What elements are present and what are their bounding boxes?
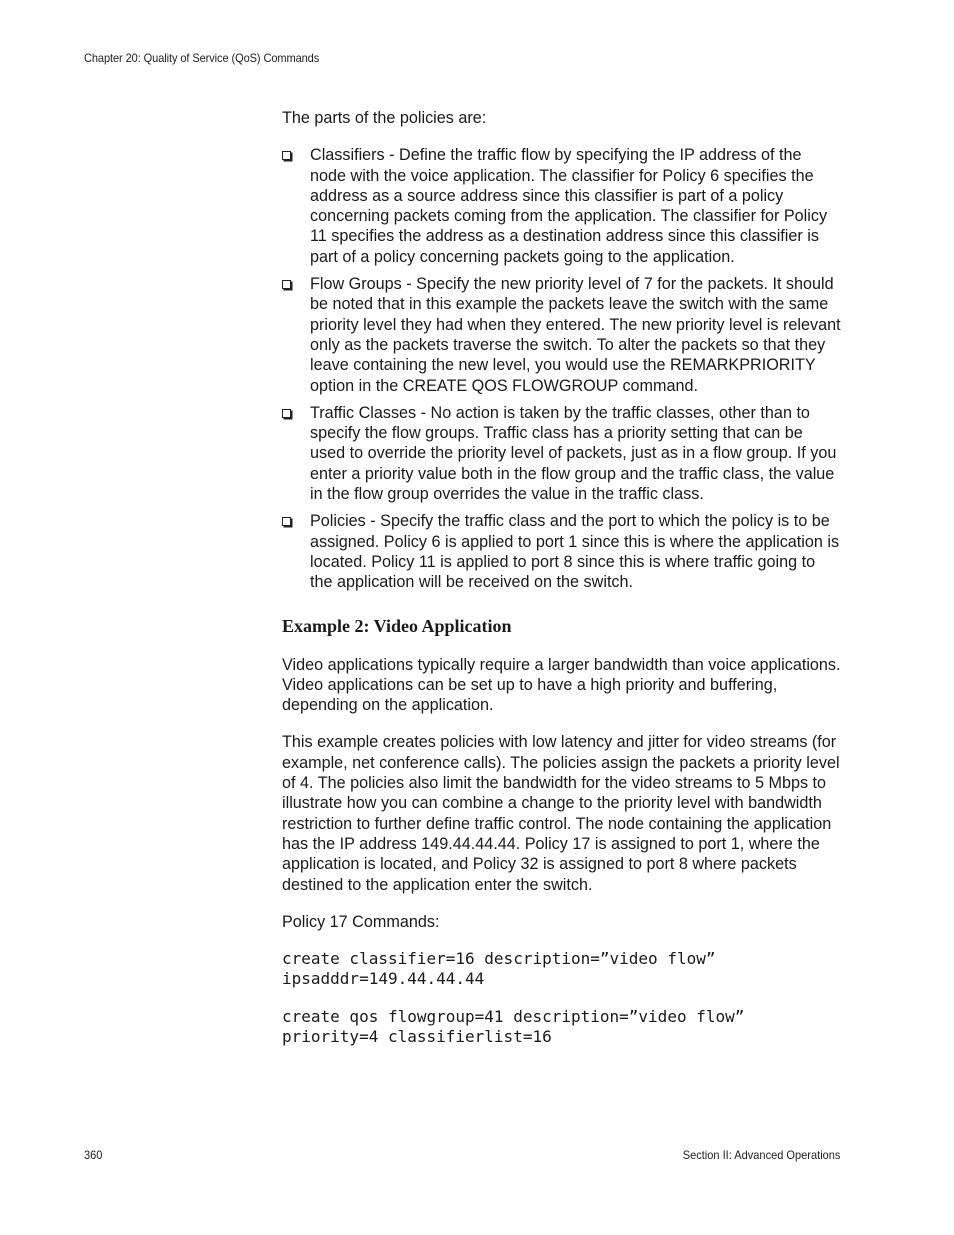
paragraph: This example creates policies with low latency and jitter for video streams (for example, net conference calls). The policies assign the packets a priority level of 4. The policies also limit the bandwidth for the video streams to 5 Mbps to illustrate how you can combine a change to the priority level with bandwidth restriction to further define traffic control. The node containing the application has the IP address 149.44.44.44. Policy 17 is assigned to port 1, where the application is located, and Policy 32 is assigned to port 8 where packets destined to the application enter the switch. [282, 733, 840, 894]
paragraph: Video applications typically require a larger bandwidth than voice applications. Video applications can be set up to have a high priority and buffering, depending on the application. [282, 655, 841, 715]
checkbox-bullet-icon [282, 280, 291, 289]
checkbox-bullet-icon [282, 409, 291, 418]
code-block: create classifier=16 description=”video flow” ipsadddr=149.44.44.44 [282, 949, 716, 989]
list-item [282, 274, 842, 396]
checkbox-bullet-icon [282, 517, 291, 526]
page-content [282, 108, 842, 1065]
checkbox-bullet-icon [282, 151, 291, 160]
list-item-text: Classifiers - Define the traffic flow by specifying the IP address of the node with the voice application. The classifier for Policy 6 specifies the address as a source address since this classifier is part of a policy concerning packets coming from the application. The classifier for Policy 11 specifies the address as a destination address since this classifier is part of a policy concerning packets going to the application. [310, 146, 828, 266]
intro-text: The parts of the policies are: [282, 109, 487, 127]
page-number: 360 [84, 1148, 103, 1162]
list-item-text: Policies - Specify the traffic class and the port to which the policy is to be assigned. Policy 6 is applied to port 1 since this is where the application is located. Policy 11 is applied to port 8 since this is where traffic going to the application will be received on the switch. [310, 512, 840, 592]
list-item [282, 403, 842, 504]
section-footer: Section II: Advanced Operations [682, 1148, 840, 1162]
section-heading: Example 2: Video Application [282, 615, 512, 636]
list-item-text: Traffic Classes - No action is taken by the traffic classes, other than to specify the flow groups. Traffic class has a priority setting that can be used to override the priority level of packets, just as in a flow group. If you enter a priority value both in the flow group and the traffic class, the value in the flow group overrides the value in the traffic class. [310, 403, 837, 504]
list-item [282, 145, 842, 267]
policy-parts-list [282, 145, 842, 592]
running-header: Chapter 20: Quality of Service (QoS) Commands [84, 51, 320, 65]
code-block: create qos flowgroup=41 description=”video flow” priority=4 classifierlist=16 [282, 1007, 745, 1047]
list-item [282, 511, 842, 592]
commands-label: Policy 17 Commands: [282, 912, 440, 931]
list-item-text: Flow Groups - Specify the new priority level of 7 for the packets. It should be noted that in this example the packets leave the switch with the same priority level they had when they entered. The new priority level is relevant only as the packets traverse the switch. To alter the packets so that they leave containing the new level, you would use the REMARKPRIORITY option in the CREATE QOS FLOWGROUP command. [310, 275, 841, 395]
